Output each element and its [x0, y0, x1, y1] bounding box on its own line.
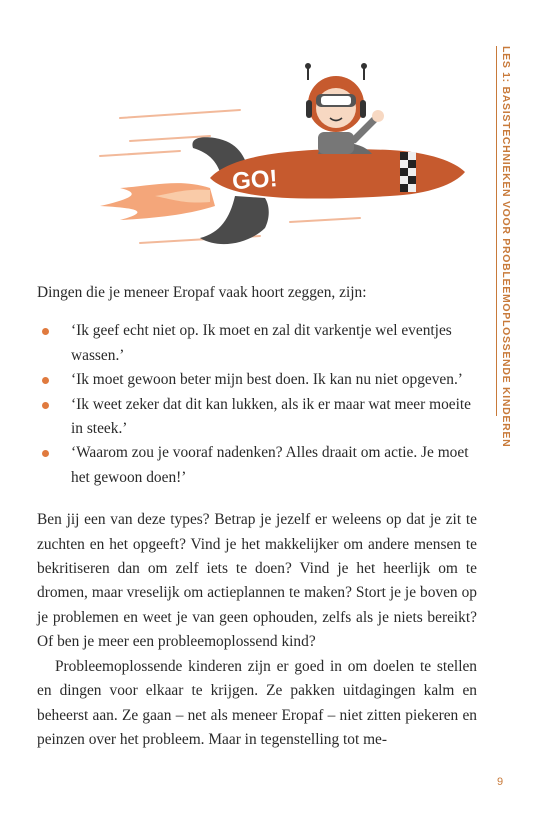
page-number: 9	[497, 776, 504, 788]
paragraph: Probleemoplossende kinderen zijn er goed in om doelen te stellen en dingen voor elkaar te krijgen. Ze pakken uitdagingen kalm en beheerst aan. Ze gaan – net als meneer Eropaf – niet zitten piekeren en peinzen over het probleem. Maar in tegenstelling tot me-	[37, 657, 477, 748]
list-item: ‘Waarom zou je vooraf nadenken? Alles draait om actie. Je moet het gewoon doen!’	[37, 441, 477, 490]
intro-text: Dingen die je meneer Eropaf vaak hoort zeggen, zijn:	[37, 284, 367, 301]
quote-list	[37, 319, 477, 490]
list-item: ‘Ik moet gewoon beter mijn best doen. Ik kan nu niet opgeven.’	[37, 368, 477, 392]
rocket-illustration	[60, 38, 480, 258]
checkered-pattern	[400, 152, 416, 192]
chapter-side-header: LES 1: BASISTECHNIEKEN VOOR PROBLEEMOPLOSSENDE KINDEREN	[496, 46, 512, 416]
list-item: ‘Ik geef echt niet op. Ik moet en zal dit varkentje wel eventjes wassen.’	[37, 319, 477, 368]
rocket-label: GO!	[231, 165, 279, 196]
main-text	[37, 281, 477, 752]
list-item: ‘Ik weet zeker dat dit kan lukken, als ik er maar wat meer moeite in steek.’	[37, 393, 477, 442]
paragraph: Ben jij een van deze types? Betrap je jezelf er weleens op dat je zit te zuchten en het opgeeft? Vind je het makkelijker om andere mensen te bekritiseren dan om zelf iets te doen? Vind je het heerlijk om te dromen, maar vreselijk om actieplannen te maken? Stort je je boven op je problemen en weet je van geen ophouden, zelfs als je niets bereikt? Of ben je meer een probleemoplossend kind?	[37, 511, 477, 651]
pilot-character	[305, 63, 384, 154]
